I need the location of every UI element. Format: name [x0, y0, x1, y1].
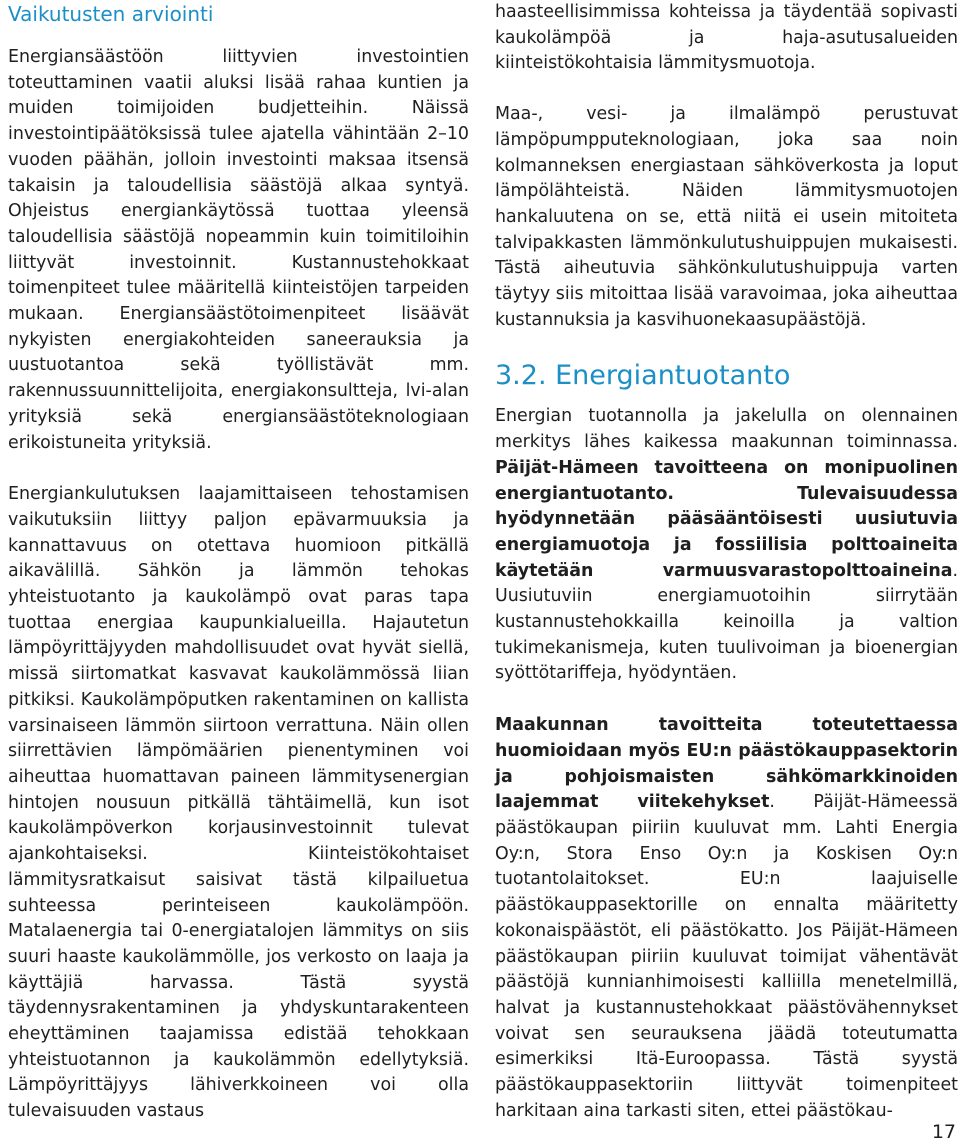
- body-paragraph: [495, 404, 958, 687]
- emphasized-goal-text: Päijät-Hämeen tavoitteena on monipuolinen energiantuotanto. Tulevaisuudessa hyödynnetään pääsääntöisesti uusiutuvia energiamuotoja ja fossiilisia polttoaineita käytetään varmuusvarastopolttoaineina: [495, 457, 958, 581]
- body-paragraph: haasteellisimmissa kohteissa ja täydentää sopivasti kaukolämpöä ja haja-asutusalueiden kiinteistökohtaisia lämmitysmuotoja.: [495, 2, 958, 74]
- page-number: 17: [931, 1121, 956, 1143]
- body-paragraph: Energiankulutuksen laajamittaiseen tehostamisen vaikutuksiin liittyy paljon epävarmuuksia ja kannattavuus on otettava huomioon pitkällä aikavälillä. Sähkön ja lämmön tehokas yhteistuotanto ja kaukolämpö ovat paras tapa tuottaa energiaa kaupunkialueilla. Hajautetun lämpöyrittäjyyden mahdollisuudet ovat hyvät siellä, missä siirtomatkat kasvavat kaukolämmössä liian pitkiksi. Kaukolämpöputken rakentaminen on kallista varsinaiseen lämmön siirtoon verrattuna. Näin ollen siirrettävien lämpömäärien pienentyminen voi aiheuttaa huomattavan paineen lämmitysenergian hintojen nousuun pitkällä tähtäimellä, kun isot kaukolämpöverkon korjausinvestoinnit tulevat ajankohtaiseksi. Kiinteistökohtaiset lämmitysratkaisut saisivat tästä kilpailuetua suhteessa perinteiseen kaukolämpöön. Matalaenergia tai 0-energiatalojen lämmitys on siis suuri haaste kaukolämmölle, jos verkosto on laaja ja käyttäjiä harvassa. Tästä syystä täydennysrakentaminen ja yhdyskuntarakenteen eheyttäminen taajamissa edistää tehokkaan yhteistuotannon ja kaukolämmön edellytyksiä. Lämpöyrittäjyys lähiverkkoineen voi olla tulevaisuuden vastaus: [8, 484, 469, 1122]
- paragraph-text: Energian tuotannolla ja jakelulla on olennainen merkitys lähes kaikessa maakunnan toiminnassa.: [495, 406, 958, 453]
- paragraph-text: . Päijät-Hämeessä päästökaupan piiriin kuuluvat mm. Lahti Energia Oy:n, Stora Enso Oy:n ja Koskisen Oy:n tuotantolaitokset. EU:n laajuiselle päästökauppasektorille on ennalta määritetty kokonaispäästöt, eli päästökatto. Jos Päijät-Hämeen päästökaupan piiriin kuuluvat toimijat vähentävät päästöjä kunnianhimoisesti kalliilla menetelmillä, halvat ja kustannustehokkaat päästövähennykset voivat sen seurauksena jäädä toteutumatta esimerkiksi Itä-Euroopassa. Tästä syystä päästökauppasektoriin liittyvät toimenpiteet harkitaan aina tarkasti siten, ettei päästökau-: [495, 792, 958, 1121]
- body-paragraph: [495, 713, 958, 1124]
- section-heading: Vaikutusten arviointi: [8, 2, 214, 26]
- right-column: [495, 0, 958, 1124]
- paragraph-text: . Uusiutuviin energiamuotoihin siirrytään kustannustehokkailla keinoilla ja valtion tukimekanismeja, kuten tuulivoiman ja bioenergian syöttötariffeja, hyödyntäen.: [495, 560, 958, 684]
- left-column: [8, 0, 469, 1125]
- chapter-heading: 3.2. Energiantuotanto: [495, 360, 791, 392]
- emphasized-goal-text: Maakunnan tavoitteita toteutettaessa huomioidaan myös EU:n päästökauppasektorin ja pohjoismaisten sähkömarkkinoiden laajemmat viitekehykset: [495, 715, 958, 813]
- body-paragraph: Energiansäästöön liittyvien investointien toteuttaminen vaatii aluksi lisää rahaa kuntien ja muiden toimijoiden budjetteihin. Näissä investointipäätöksissä tulee ajatella vähintään 2–10 vuoden päähän, jolloin investointi maksaa itsensä takaisin ja taloudellisia säästöjä alkaa syntyä. Ohjeistus energiankäytössä tuottaa yleensä taloudellisia säästöjä nopeammin kuin toimitiloihin liittyvät investoinnit. Kustannustehokkaat toimenpiteet tulee määritellä kiinteistöjen tarpeiden mukaan. Energiansäästötoimenpiteet lisäävät nykyisten energiakohteiden saneerauksia ja uustuotantoa sekä työllistävät mm. rakennussuunnittelijoita, energiakonsultteja, lvi-alan yrityksiä sekä energiansäästöteknologiaan erikoistuneita yrityksiä.: [8, 47, 469, 453]
- body-paragraph: Maa-, vesi- ja ilmalämpö perustuvat lämpöpumpputeknologiaan, joka saa noin kolmanneksen energiastaan sähköverkosta ja loput lämpölähteistä. Näiden lämmitysmuotojen hankaluutena on se, että niitä ei usein mitoiteta talvipakkasten lämmönkulutushuippujen mukaisesti. Tästä aiheutuvia sähkönkulutushuippuja varten täytyy siis mitoittaa lisää varavoimaa, joka aiheuttaa kustannuksia ja kasvihuonekaasupäästöjä.: [495, 104, 958, 330]
